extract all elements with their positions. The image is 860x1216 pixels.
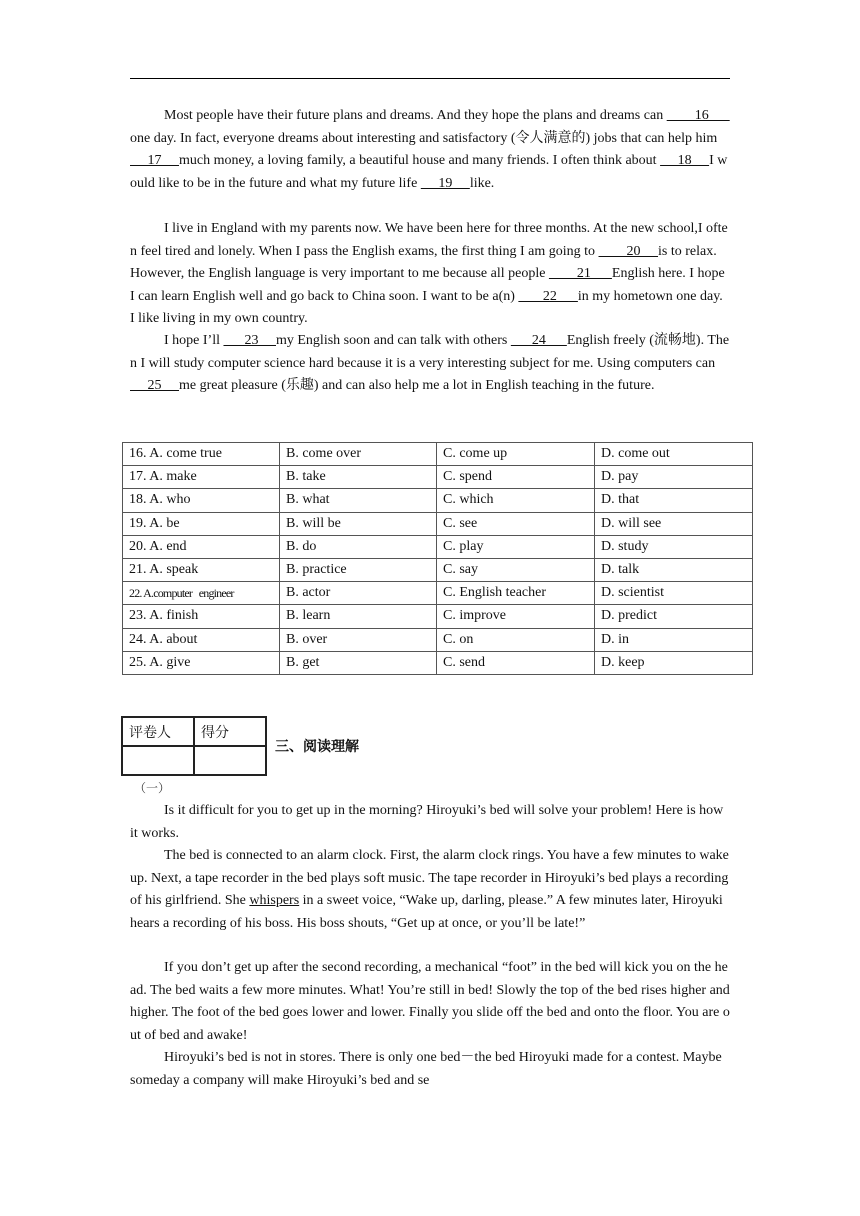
- option-cell: B. learn: [280, 605, 437, 628]
- blank-21: 21: [548, 266, 612, 282]
- section-subtitle: （一）: [134, 781, 171, 795]
- option-cell: B. do: [280, 535, 437, 558]
- option-cell: B. over: [280, 628, 437, 651]
- cloze-text: me great pleasure (乐趣) and can also help me a lot in English teaching in the future.: [179, 378, 655, 394]
- option-cell: 23. A. finish: [123, 605, 280, 628]
- options-table: [122, 442, 753, 675]
- options-row: [123, 489, 753, 512]
- underlined-word: whispers: [249, 893, 300, 909]
- cloze-text: like.: [469, 175, 495, 191]
- option-cell: C. which: [437, 489, 595, 512]
- blank-23: 23: [223, 333, 276, 348]
- option-cell: C. on: [437, 628, 595, 651]
- cloze-text: my English soon and can talk with others: [275, 333, 511, 348]
- reading-paragraph-3: If you don’t get up after the second recording, a mechanical “foot” in the bed will kick you on the head. The bed waits a few more minutes. What! You’re still in bed! Slowly the top of the bed rises higher and higher. The foot of the bed goes lower and lower. Finally you slide off the bed and onto the floor. You are out of bed and awake!: [130, 960, 730, 1043]
- option-cell: D. will see: [595, 512, 753, 535]
- option-cell: C. see: [437, 512, 595, 535]
- score-box-header-row: [122, 717, 266, 746]
- option-cell: B. come over: [280, 443, 437, 466]
- option-cell: D. talk: [595, 558, 753, 581]
- option-cell: 25. A. give: [123, 651, 280, 674]
- cloze-paragraph-1: [130, 105, 730, 195]
- reading-text: in a sweet voice, “Wake up, darling, please.” A few minutes later, Hiroyuki hears a recording of his boss. His boss shouts, “Get up at once, or you’ll be late!”: [130, 893, 723, 931]
- blank-25: 25: [130, 378, 179, 394]
- blank-19: 19: [420, 175, 470, 191]
- options-row: [123, 558, 753, 581]
- score-box: [121, 716, 267, 776]
- option-cell: C. improve: [437, 605, 595, 628]
- options-row: [123, 535, 753, 558]
- cloze-text: English here. I hope I can learn English well and go back to China soon. I want to be a(n): [130, 266, 725, 304]
- cloze-text: in my hometown one day. I like living in my own country.: [130, 288, 723, 327]
- cloze-paragraph-2: [130, 218, 730, 331]
- option-cell: D. pay: [595, 466, 753, 489]
- option-cell: C. send: [437, 651, 595, 674]
- option-cell: D. study: [595, 535, 753, 558]
- option-cell: B. take: [280, 466, 437, 489]
- options-row: [123, 443, 753, 466]
- score-box-input-row: [122, 746, 266, 775]
- option-cell: C. English teacher: [437, 582, 595, 605]
- cloze-text: much money, a loving family, a beautiful house and many friends. I often think about: [179, 153, 661, 169]
- reviewer-cell: [122, 746, 194, 775]
- option-cell: B. actor: [280, 582, 437, 605]
- section-title: 三、阅读理解: [275, 739, 359, 755]
- option-cell: D. in: [595, 628, 753, 651]
- option-cell: 20. A. end: [123, 535, 280, 558]
- reviewer-label: 评卷人: [122, 717, 194, 746]
- options-row: [123, 582, 753, 605]
- option-cell: D. scientist: [595, 582, 753, 605]
- option-cell: C. say: [437, 558, 595, 581]
- option-cell: B. will be: [280, 512, 437, 535]
- option-cell: 18. A. who: [123, 489, 280, 512]
- blank-24: 24: [510, 333, 567, 348]
- reading-paragraph-2: [130, 845, 730, 935]
- cloze-text: English freely (流畅地). Then I will study computer science hard because it is a very interesting subject for me. Using computers can: [130, 333, 730, 371]
- options-row: [123, 605, 753, 628]
- cloze-text: I hope I’ll: [164, 333, 224, 348]
- cloze-paragraph-3: [130, 330, 730, 398]
- options-row: [123, 512, 753, 535]
- option-cell: 21. A. speak: [123, 558, 280, 581]
- reading-paragraph-4: Hiroyuki’s bed is not in stores. There is only one bed－the bed Hiroyuki made for a contest. Maybe someday a company will make Hiroyuki’s bed and se: [130, 1050, 722, 1088]
- blank-17: 17: [130, 153, 179, 169]
- option-cell: C. play: [437, 535, 595, 558]
- option-cell: D. keep: [595, 651, 753, 674]
- blank-16: 16: [666, 108, 730, 123]
- cloze-text: one day. In fact, everyone dreams about interesting and satisfactory (令人满意的) jobs that can help him: [130, 130, 718, 146]
- option-cell: B. get: [280, 651, 437, 674]
- option-cell: 19. A. be: [123, 512, 280, 535]
- cloze-text: I live in England with my parents now. We have been here for three months. At the new school,I often feel tired and lonely. When I pass the English exams, the first thing I am going to: [130, 221, 728, 259]
- blank-22: 22: [518, 288, 578, 304]
- option-cell: D. predict: [595, 605, 753, 628]
- option-cell: D. that: [595, 489, 753, 512]
- score-label: 得分: [194, 717, 266, 746]
- reading-text: The bed is connected to an alarm clock. First, the alarm clock rings. You have a few minutes to wake up. Next, a tape recorder in the bed plays soft music. The tape recorder in Hiroyuki’s bed plays a recording of his girlfriend. She: [130, 848, 729, 909]
- score-cell: [194, 746, 266, 775]
- reading-paragraph-1: Is it difficult for you to get up in the morning? Hiroyuki’s bed will solve your problem! Here is how it works.: [130, 803, 724, 841]
- option-cell: 22. A.computer engineer: [123, 582, 280, 605]
- option-cell: 17. A. make: [123, 466, 280, 489]
- option-cell: C. spend: [437, 466, 595, 489]
- option-cell: B. practice: [280, 558, 437, 581]
- cloze-text: I would like to be in the future and what my future life: [130, 153, 728, 191]
- options-row: [123, 628, 753, 651]
- option-cell: D. come out: [595, 443, 753, 466]
- cloze-text: Most people have their future plans and dreams. And they hope the plans and dreams can: [164, 108, 667, 123]
- blank-20: 20: [598, 243, 659, 259]
- options-row: [123, 651, 753, 674]
- cloze-text: is to relax. However, the English language is very important to me because all people: [130, 243, 717, 282]
- header-rule: [130, 78, 730, 79]
- option-cell: 24. A. about: [123, 628, 280, 651]
- blank-18: 18: [660, 153, 710, 169]
- options-row: [123, 466, 753, 489]
- option-cell: 16. A. come true: [123, 443, 280, 466]
- option-cell: C. come up: [437, 443, 595, 466]
- option-cell: B. what: [280, 489, 437, 512]
